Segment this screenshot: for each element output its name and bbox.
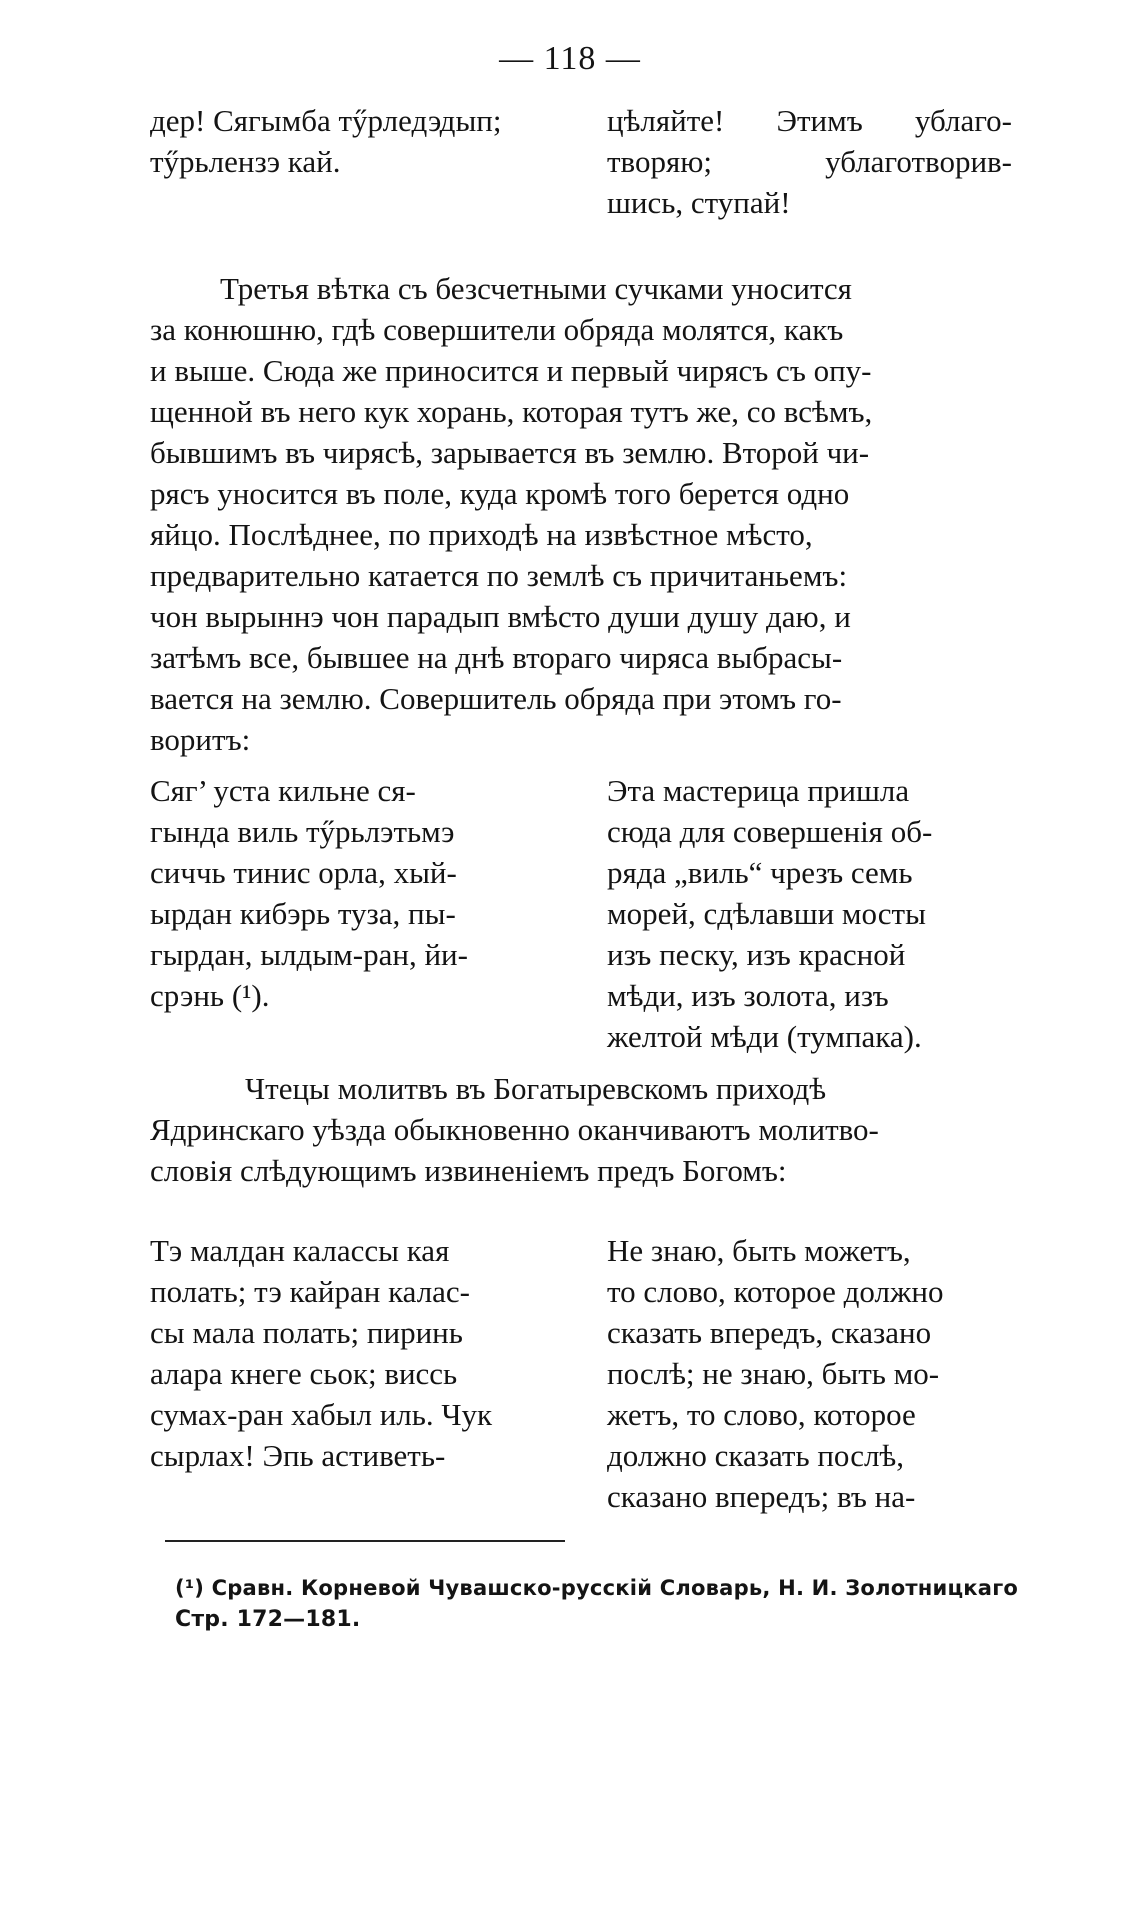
footnote-line: (¹) Сравн. Корневой Чувашско-русскій Словарь, Н. И. Золотницкаго (175, 1575, 1019, 1600)
text-line: чон вырыннэ чон парадып вмѣсто души душу даю, и (150, 599, 851, 634)
paragraph-1 (150, 268, 1012, 760)
footnote-line: Стр. 172—181. (175, 1607, 361, 1632)
text-line: послѣ; не знаю, быть мо- (607, 1356, 940, 1391)
text-line: предварительно катается по землѣ съ причитаньемъ: (150, 558, 848, 593)
bilingual-block-1 (150, 100, 1012, 223)
russian-column-1 (607, 100, 1012, 223)
text-line: Не знаю, быть можетъ, (607, 1233, 911, 1268)
text-line: рясъ уносится въ поле, куда кромѣ того берется одно (150, 476, 850, 511)
russian-column-3 (607, 1230, 1012, 1517)
text-line: гында виль тӳрьлэтьмэ (150, 814, 455, 849)
text-line: Третья вѣтка съ безсчетными сучками уносится (220, 271, 852, 306)
text-line: Эта мастерица пришла (607, 773, 910, 808)
text-line: Чтецы молитвъ въ Богатыревскомъ приходѣ (245, 1071, 827, 1106)
text-line: должно сказать послѣ, (607, 1438, 905, 1473)
text-line: сказано впередъ; въ на- (607, 1479, 916, 1514)
text-line: Тэ малдан калассы кая (150, 1233, 450, 1268)
text-line: жетъ, то слово, которое (607, 1397, 916, 1432)
text-line: словія слѣдующимъ извиненіемъ предъ Богомъ: (150, 1153, 787, 1188)
text-line: и выше. Сюда же приносится и первый чирясъ съ опу- (150, 353, 872, 388)
chuvash-column-1 (150, 100, 580, 223)
text-line: щенной въ него кук хорань, которая тутъ же, со всѣмъ, (150, 394, 873, 429)
bilingual-block-3 (150, 1230, 1012, 1517)
text-line: затѣмъ все, бывшее на днѣ втораго чиряса выбрасы- (150, 640, 843, 675)
text-line: творяю; ублаготворив- (607, 144, 1012, 179)
russian-column-2 (607, 770, 1012, 1057)
text-line: сюда для совершенія об- (607, 814, 933, 849)
chuvash-column-2 (150, 770, 580, 1057)
text-line: тӳрьлензэ кай. (150, 144, 341, 179)
paragraph-2 (150, 1068, 1012, 1191)
bilingual-block-2 (150, 770, 1012, 1057)
text-line: изъ песку, изъ красной (607, 937, 906, 972)
text-line: дер! Сягымба тӳрледэдып; (150, 103, 502, 138)
footnote (175, 1572, 1035, 1636)
text-line: то слово, которое должно (607, 1274, 944, 1309)
page-number: — 118 — (499, 40, 641, 77)
text-line: сказать впередъ, сказано (607, 1315, 932, 1350)
text-line: Ядринскаго уѣзда обыкновенно оканчиваютъ молитво- (150, 1112, 879, 1147)
text-line: яйцо. Послѣднее, по приходѣ на извѣстное мѣсто, (150, 517, 813, 552)
text-line: ырдан кибэрь туза, пы- (150, 896, 456, 931)
text-line: алара кнеге сьок; виссь (150, 1356, 458, 1391)
text-line: срэнь (¹). (150, 978, 270, 1013)
text-line: полать; тэ кайран калас- (150, 1274, 471, 1309)
text-line: Сяг’ уста кильне ся- (150, 773, 416, 808)
text-line: сиччь тинис орла, хый- (150, 855, 457, 890)
footnote-divider (165, 1540, 565, 1542)
text-line: ряда „виль“ чрезъ семь (607, 855, 913, 890)
text-line: шись, ступай! (607, 185, 791, 220)
text-line: сумах-ран хабыл иль. Чук (150, 1397, 493, 1432)
text-line: бывшимъ въ чирясѣ, зарывается въ землю. Второй чи- (150, 435, 870, 470)
text-line: гырдан, ылдым-ран, йи- (150, 937, 468, 972)
text-line: мѣди, изъ золота, изъ (607, 978, 889, 1013)
text-line: вается на землю. Совершитель обряда при этомъ го- (150, 681, 842, 716)
text-line: сырлах! Эпь астиветь- (150, 1438, 446, 1473)
text-line: морей, сдѣлавши мосты (607, 896, 926, 931)
text-line: цѣляйте! Этимъ ублаго- (607, 103, 1012, 138)
text-line: сы мала полать; пиринь (150, 1315, 463, 1350)
text-line: за конюшню, гдѣ совершители обряда молятся, какъ (150, 312, 844, 347)
chuvash-column-3 (150, 1230, 580, 1517)
text-line: желтой мѣди (тумпака). (607, 1019, 922, 1054)
text-line: воритъ: (150, 722, 251, 757)
